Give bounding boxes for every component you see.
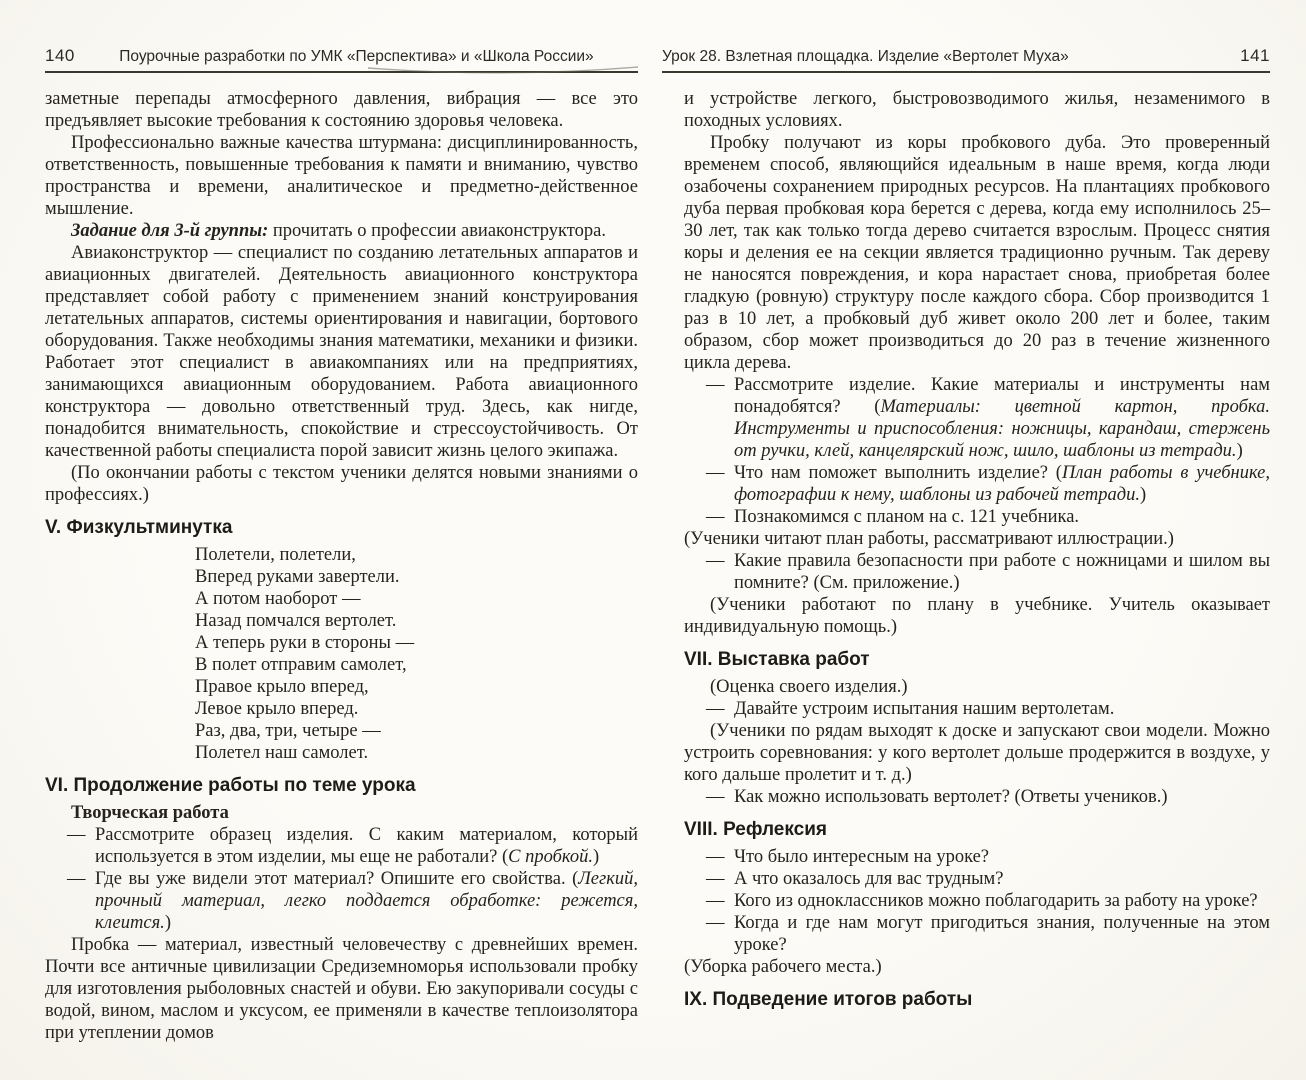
bullet-item: [684, 374, 1270, 462]
text-run: Как можно использовать вертолет? (Ответы учеников.): [734, 787, 1168, 807]
text-run: Где вы уже видели этот материал? Опишите его свойства. (: [95, 869, 579, 889]
left-page: [45, 0, 638, 1080]
text-run: (Ученики по рядам выходят к доске и запускают свои модели. Можно устроить соревнования: у кого вертолет дольше продержится в воздухе, у кого дальше пролетит и т. д.): [684, 721, 1270, 785]
text-run: (Оценка своего изделия.): [710, 677, 908, 697]
paragraph: [45, 132, 638, 220]
dash-marker: —: [67, 825, 86, 845]
paragraph: [684, 594, 1270, 638]
verse-line: Вперед руками завертели.: [195, 567, 400, 587]
bullet-item: [45, 868, 638, 934]
paragraph: [684, 132, 1270, 374]
text-run: (По окончании работы с текстом ученики делятся новыми знаниями о профессиях.): [45, 463, 638, 505]
paragraph: [45, 220, 638, 242]
section-heading: VI. Продолжение работы по теме урока: [45, 775, 416, 796]
text-run: (Ученики работают по плану в учебнике. Учитель оказывает индивидуальную помощь.): [684, 595, 1270, 637]
left-page-header: [45, 0, 638, 66]
text-run: Что было интересным на уроке?: [734, 847, 990, 867]
paragraph: [45, 88, 638, 132]
paragraph: [45, 934, 638, 1044]
paragraph: [45, 462, 638, 506]
page-number: 141: [1240, 46, 1270, 65]
verse-line: Назад помчался вертолет.: [195, 611, 397, 631]
text-run: Что нам поможет выполнить изделие? (: [734, 463, 1062, 483]
bullet-item: [684, 462, 1270, 506]
dash-marker: —: [67, 869, 86, 889]
verse-line: Левое крыло вперед.: [195, 699, 359, 719]
bullet-item: [684, 912, 1270, 956]
text-run: ): [164, 913, 171, 933]
verse-line: Полетели, полетели,: [195, 545, 356, 565]
dash-marker: —: [706, 463, 725, 483]
running-head: Урок 28. Взлетная площадка. Изделие «Вертолет Муха»: [662, 48, 1069, 65]
right-page-header: [662, 0, 1270, 66]
text-run: Профессионально важные качества штурмана: дисциплинированность, ответственность, повышенные требования к памяти и вниманию, чувство пространства и времени, аналитическое и предметно-действенное мышление.: [45, 133, 638, 219]
text-run: ): [592, 847, 600, 867]
verse-line: Правое крыло вперед,: [195, 677, 369, 697]
text-run: Давайте устроим испытания нашим вертолетам.: [734, 699, 1115, 719]
text-run: Познакомимся с планом на с. 121 учебника.: [734, 507, 1080, 527]
dash-marker: —: [706, 913, 725, 933]
text-run: Пробку получают из коры пробкового дуба. Это проверенный временем способ, являющийся идеальным в наше время, когда люди озабочены сохранением природных ресурсов. На плантациях пробкового дуба первая пробковая кора берется с дерева, когда ему исполнилось 25–30 лет, так как только тогда дерево считается взрослым. Процесс снятия коры и деления ее на секции является традиционно ручным. Так дереву не наносятся повреждения, и кора нарастает снова, приобретая более гладкую (ровную) структуру после каждого сбора. Сбор производится 1 раз в 10 лет, а пробковый дуб живет около 200 лет и более, таким образом, сбор может производиться до 20 раз в течение жизненного цикла дерева.: [684, 133, 1270, 373]
text-run: Когда и где нам могут пригодиться знания, полученные на этом уроке?: [734, 913, 1270, 955]
text-run: Задание для 3-й группы:: [71, 221, 269, 241]
dash-marker: —: [706, 699, 725, 719]
text-run: и устройстве легкого, быстровозводимого жилья, незаменимого в походных условиях.: [684, 89, 1270, 131]
verse-line: А потом наоборот —: [195, 589, 361, 609]
paragraph: [684, 676, 1270, 698]
text-run: ): [1236, 441, 1243, 461]
text-run: Кого из одноклассников можно поблагодарить за работу на уроке?: [734, 891, 1258, 911]
text-run: Легкий, прочный материал, легко поддается обработке: режется, клеится.: [95, 869, 638, 933]
bullet-item: [684, 698, 1270, 720]
text-run: А что оказалось для вас трудным?: [734, 869, 1004, 889]
header-rule: [662, 71, 1270, 73]
bullet-item: [684, 868, 1270, 890]
page-number: 140: [45, 46, 75, 65]
left-page-body: [45, 88, 638, 1044]
text-run: Какие правила безопасности при работе с ножницами и шилом вы помните? (См. приложение.): [734, 551, 1270, 593]
paragraph: [684, 956, 1270, 978]
verse: [195, 544, 638, 764]
text-run: прочитать о профессии авиаконструктора.: [268, 221, 606, 241]
text-run: ): [1139, 485, 1147, 505]
dash-marker: —: [706, 787, 725, 807]
text-run: С пробкой.: [508, 847, 593, 867]
section-heading: V. Физкультминутка: [45, 517, 233, 538]
paragraph: [684, 528, 1270, 550]
dash-marker: —: [706, 375, 725, 395]
section-heading: VII. Выставка работ: [684, 649, 870, 670]
running-head: Поурочные разработки по УМК «Перспектива» и «Школа России»: [119, 48, 594, 65]
bullet-item: [45, 824, 638, 868]
dash-marker: —: [706, 551, 725, 571]
paragraph: [45, 242, 638, 462]
right-page-body: [684, 88, 1270, 1012]
text-run: План работы в учебнике, фотографии к нему, шаблоны из рабочей тетради.: [734, 463, 1271, 505]
text-run: Рассмотрите образец изделия. С каким материалом, который используется в этом изделии, мы еще не работали? (: [95, 825, 638, 867]
text-run: Материалы: цветной картон, пробка. Инструменты и приспособления: ножницы, карандаш, стержень от ручки, клей, канцелярский нож, шило, шаблоны из тетради.: [734, 397, 1270, 461]
text-run: (Уборка рабочего места.): [684, 957, 882, 977]
text-run: Авиаконструктор — специалист по созданию летательных аппаратов и авиационных двигателей. Деятельность авиационного конструктора представляет собой работу с применением знаний конструирования летательных аппаратов, системы ориентирования и навигации, бортового оборудования. Также необходимы знания математики, механики и физики. Работает этот специалист в авиакомпаниях или на предприятиях, занимающихся авиационным оборудованием. Работа авиационного конструктора — довольно ответственный труд. Здесь, как нигде, понадобится внимательность, спокойствие и стрессоустойчивость. От качественной работы специалиста порой зависит жизнь целого экипажа.: [45, 243, 638, 461]
dash-marker: —: [706, 891, 725, 911]
dash-marker: —: [706, 507, 725, 527]
paragraph: [684, 88, 1270, 132]
paragraph: [684, 720, 1270, 786]
bullet-item: [684, 550, 1270, 594]
section-heading: VIII. Рефлексия: [684, 819, 827, 840]
scan-artifact-curve-icon: [368, 66, 638, 76]
verse-line: В полет отправим самолет,: [195, 655, 407, 675]
verse-line: Полетел наш самолет.: [195, 743, 369, 763]
section-heading: IX. Подведение итогов работы: [684, 989, 973, 1010]
bullet-item: [684, 786, 1270, 808]
text-run: Рассмотрите изделие. Какие материалы и инструменты нам понадобятся? (: [734, 375, 1270, 417]
text-run: (Ученики читают план работы, рассматривают иллюстрации.): [684, 529, 1174, 549]
verse-line: А теперь руки в стороны —: [195, 633, 415, 653]
bullet-item: [684, 506, 1270, 528]
text-run: заметные перепады атмосферного давления, вибрация — все это предъявляет высокие требования к состоянию здоровья человека.: [45, 89, 638, 131]
right-page: [662, 0, 1270, 1080]
dash-marker: —: [706, 869, 725, 889]
dash-marker: —: [706, 847, 725, 867]
verse-line: Раз, два, три, четыре —: [195, 721, 381, 741]
subsection-heading: Творческая работа: [71, 803, 229, 823]
bullet-item: [684, 890, 1270, 912]
bullet-item: [684, 846, 1270, 868]
text-run: Пробка — материал, известный человечеству с древнейших времен. Почти все античные цивилизации Средиземноморья использовали пробку для изготовления рыболовных снастей и обуви. Ею закупоривали сосуды с водой, вином, маслом и уксусом, ее применяли в качестве теплоизолятора при утеплении домов: [45, 935, 638, 1043]
